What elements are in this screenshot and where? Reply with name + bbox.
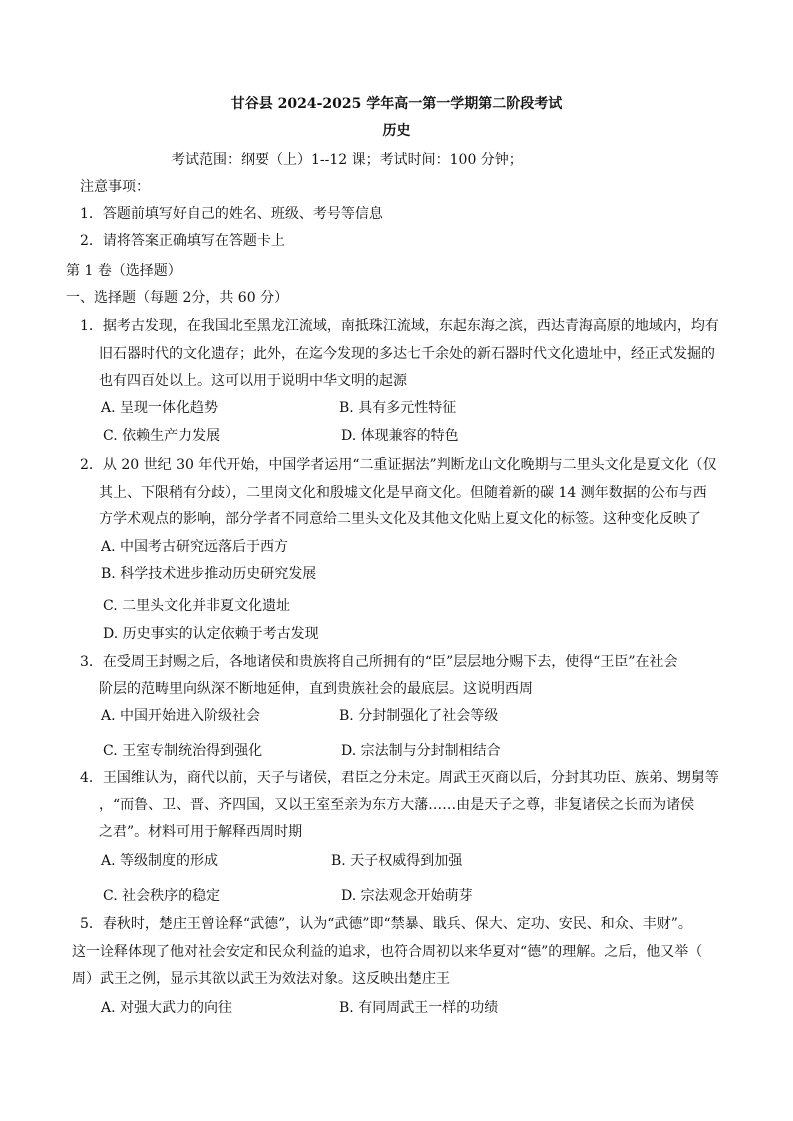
question-text: 4．王国维认为，商代以前，天子与诸侯，君臣之分未定。周武王灭商以后，分封其功臣、族弟、甥舅等: [80, 770, 719, 786]
question-text: 3．在受周王封赐之后，各地诸侯和贵族将自己所拥有的“臣”层层地分赐下去，使得“王臣”在社会: [80, 654, 678, 670]
question-text: 其上、下限稍有分歧），二里岗文化和殷墟文化是早商文化。但随着新的碳 14 测年数据的公布与西: [99, 485, 707, 501]
option-d: D. 宗法观念开始萌芽: [341, 888, 473, 904]
option-b: B. 具有多元性特征: [339, 400, 457, 416]
exam-scope: 考试范围：纲要（上）1--12 课；考试时间：100 分钟；: [171, 152, 523, 168]
question-text: ，“而鲁、卫、晋、齐四国，又以王室至亲为东方大藩……由是天子之尊，非复诸侯之长而为诸侯: [99, 797, 695, 813]
question-text: 这一诠释体现了他对社会安定和民众利益的追求，也符合周初以来华夏对“德”的理解。之后，他又举（: [72, 944, 703, 960]
option-c: C. 二里头文化并非夏文化遗址: [103, 598, 291, 614]
volume-heading: 第 1 卷（选择题）: [66, 263, 182, 279]
question-text: 之君”。材料可用于解释西周时期: [99, 824, 303, 840]
question-text: 1．据考古发现，在我国北至黑龙江流域，南抵珠江流域，东起东海之滨，西达青海高原的地域内，均有: [80, 318, 719, 334]
option-a: A. 中国开始进入阶级社会: [101, 708, 261, 724]
question-text: 方学术观点的影响，部分学者不同意给二里头文化及其他文化贴上夏文化的标签。这种变化反映了: [99, 511, 701, 527]
option-c: C. 社会秩序的稳定: [103, 888, 221, 904]
exam-title: 甘谷县 2024-2025 学年高一第一学期第二阶段考试: [230, 96, 563, 112]
option-b: B. 分封制强化了社会等级: [339, 708, 499, 724]
notice-item: 1．答题前填写好自己的姓名、班级、考号等信息: [80, 206, 383, 222]
option-a: A. 对强大武力的向往: [101, 1000, 233, 1016]
question-text: 旧石器时代的文化遗存；此外，在迄今发现的多达七千余处的新石器时代文化遗址中，经正式发掘的: [99, 346, 715, 362]
notice-item: 2．请将答案正确填写在答题卡上: [80, 233, 285, 249]
subject-title: 历史: [382, 123, 411, 139]
option-d: D. 宗法制与分封制相结合: [341, 743, 501, 759]
option-b: B. 天子权威得到加强: [331, 853, 463, 869]
option-d: D. 体现兼容的特色: [341, 428, 459, 444]
option-c: C. 王室专制统治得到强化: [103, 743, 263, 759]
part-heading: 一、选择题（每题 2分，共 60 分）: [66, 290, 289, 306]
notice-heading: 注意事项：: [80, 179, 150, 195]
question-text: 周）武王之例，显示其欲以武王为效法对象。这反映出楚庄王: [72, 971, 450, 987]
question-text: 5．春秋时，楚庄王曾诠释“武德”，认为“武德”即“禁暴、戢兵、保大、定功、安民、和众、丰财”。: [80, 916, 692, 932]
option-a: A. 等级制度的形成: [101, 853, 219, 869]
option-b: B. 科学技术进步推动历史研究发展: [101, 566, 317, 582]
option-d: D. 历史事实的认定依赖于考古发现: [103, 626, 319, 642]
question-text: 2．从 20 世纪 30 年代开始，中国学者运用“二重证据法”判断龙山文化晚期与二里头文化是夏文化（仅: [80, 457, 717, 473]
question-text: 阶层的范畴里向纵深不断地延伸，直到贵族社会的最底层。这说明西周: [99, 681, 533, 697]
option-b: B. 有同周武王一样的功绩: [339, 1000, 499, 1016]
option-c: C. 依赖生产力发展: [103, 428, 221, 444]
question-text: 也有四百处以上。这可以用于说明中华文明的起源: [99, 373, 407, 389]
option-a: A. 中国考古研究远落后于西方: [101, 539, 289, 555]
option-a: A. 呈现一体化趋势: [101, 400, 219, 416]
